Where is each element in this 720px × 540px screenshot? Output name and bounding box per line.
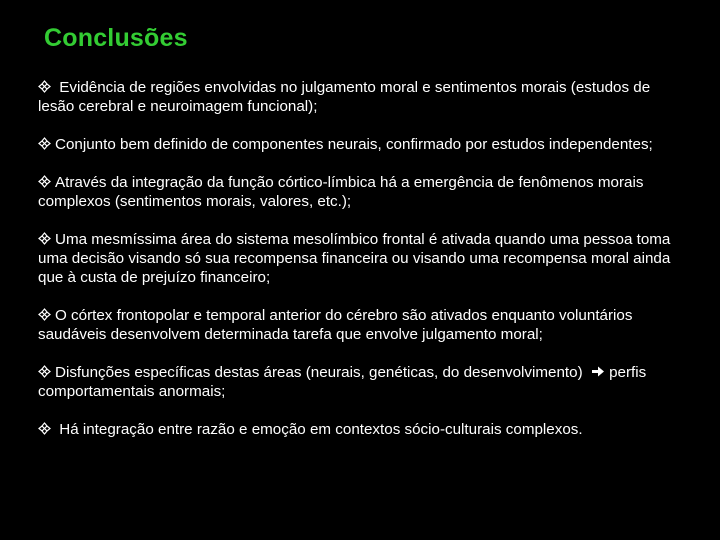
diamond-bullet-icon: [38, 80, 51, 93]
right-arrow-icon: [591, 365, 605, 378]
bullet-text: Uma mesmíssima área do sistema mesolímbico frontal é ativada quando uma pessoa toma uma decisão visando só sua recompensa financeira ou visando uma recompensa moral ainda que à custa de prejuízo financeiro;: [38, 231, 671, 286]
bullet-text: Através da integração da função córtico-límbica há a emergência de fenômenos morais complexos (sentimentos morais, valores, etc.);: [38, 174, 644, 210]
bullet-text: Conjunto bem definido de componentes neurais, confirmado por estudos independentes;: [55, 136, 653, 153]
bullet-list: [38, 78, 678, 458]
bullet-text-after-arrow: perfis comportamentais anormais;: [38, 364, 647, 400]
diamond-bullet-icon: [38, 422, 51, 435]
bullet-text-before-arrow: Disfunções específicas destas áreas (neurais, genéticas, do desenvolvimento): [55, 364, 587, 381]
bullet-text: Há integração entre razão e emoção em contextos sócio-culturais complexos.: [55, 421, 583, 438]
diamond-bullet-icon: [38, 365, 51, 378]
diamond-bullet-icon: [38, 232, 51, 245]
bullet-text: O córtex frontopolar e temporal anterior do cérebro são ativados enquanto voluntários saudáveis desenvolvem determinada tarefa que envolve julgamento moral;: [38, 307, 633, 343]
bullet-item: [38, 420, 678, 439]
bullet-text: Evidência de regiões envolvidas no julgamento moral e sentimentos morais (estudos de lesão cerebral e neuroimagem funcional);: [38, 79, 651, 115]
bullet-item: [38, 230, 678, 287]
diamond-bullet-icon: [38, 137, 51, 150]
diamond-bullet-icon: [38, 175, 51, 188]
diamond-bullet-icon: [38, 308, 51, 321]
slide-title: Conclusões: [44, 24, 188, 52]
bullet-item: [38, 135, 678, 154]
bullet-item: [38, 173, 678, 211]
bullet-item: [38, 306, 678, 344]
bullet-item: [38, 363, 678, 401]
bullet-item: [38, 78, 678, 116]
